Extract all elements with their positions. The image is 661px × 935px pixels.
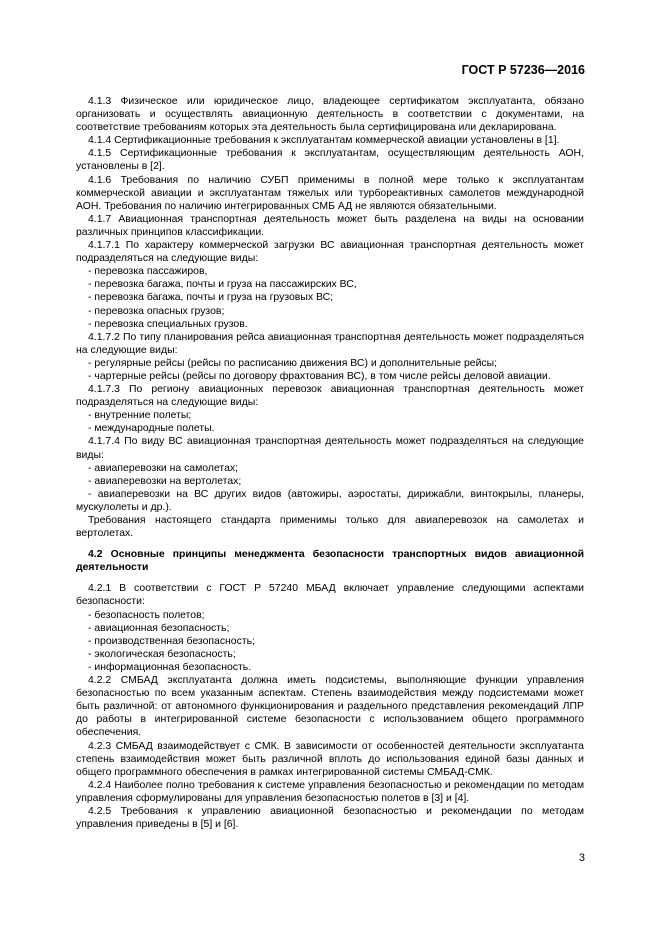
list-item: - авиаперевозки на самолетах; <box>88 462 239 474</box>
paragraph: 4.2.3 СМБАД взаимодействует с СМК. В зависимости от особенностей деятельности эксплуатанта степень взаимодействия может быть различной вплоть до использования единой базы данных и общего программного обеспечения в рамках интегрированной системы СМБАД-СМК. <box>76 740 584 778</box>
paragraph: 4.1.4 Сертификационные требования к эксплуатантам коммерческой авиации установлены в [1]. <box>88 135 560 147</box>
document-header: ГОСТ Р 57236—2016 <box>461 63 585 77</box>
list-item: - авиационная безопасность; <box>88 622 230 634</box>
paragraph: 4.1.6 Требования по наличию СУБП применимы в полной мере только к эксплуатантам коммерческой авиации и эксплуатантам тяжелых или турбореактивных самолетов международной АОН. Требования по наличию интегрированных СМБ АД не являются обязательными. <box>76 174 584 212</box>
list-item: - производственная безопасность; <box>88 635 255 647</box>
paragraph: 4.1.7 Авиационная транспортная деятельность может быть разделена на виды на основании различных принципов классификации. <box>76 213 584 238</box>
list-item: - перевозка опасных грузов; <box>88 305 225 317</box>
paragraph: 4.2.4 Наиболее полно требования к системе управления безопасностью и рекомендации по методам управления сформулированы для управления безопасностью полетов в [3] и [4]. <box>76 779 584 804</box>
list-item: - авиаперевозки на ВС других видов (автожиры, аэростаты, дирижабли, винтокрылы, планеры, мускулолеты и др.). <box>76 488 584 513</box>
list-item: - регулярные рейсы (рейсы по расписанию движения ВС) и дополнительные рейсы; <box>88 357 498 369</box>
list-item: - перевозка специальных грузов. <box>88 318 248 330</box>
paragraph: 4.2.1 В соответствии с ГОСТ Р 57240 МБАД включает управление следующими аспектами безопасности: <box>76 583 584 608</box>
paragraph: 4.1.5 Сертификационные требования к эксплуатантам, осуществляющим деятельность АОН, установлены в [2]. <box>76 148 584 173</box>
paragraph: 4.2.2 СМБАД эксплуатанта должна иметь подсистемы, выполняющие функции управления безопасностью по всем указанным аспектам. Степень взаимодействия между подсистемами может быть различной: от автономного функционирования и раздельного представления рекомендаций ЛПР до работы в интегрированной системе безопасности с использованием общего программного обеспечения. <box>76 675 584 739</box>
paragraph: 4.1.3 Физическое или юридическое лицо, владеющее сертификатом эксплуатанта, обязано организовать и осуществлять авиационную деятельность в соответствии с документами, на соответствие требованиям которых эта деятельность была сертифицирована или декларирована. <box>76 96 584 134</box>
list-item: - экологическая безопасность; <box>88 648 236 660</box>
list-item: - международные полеты. <box>88 423 215 435</box>
list-item: - безопасность полетов; <box>88 609 205 621</box>
list-item: - перевозка багажа, почты и груза на грузовых ВС; <box>88 292 334 304</box>
page-number: 3 <box>578 852 585 864</box>
list-item: - перевозка пассажиров, <box>88 266 208 278</box>
list-item: - чартерные рейсы (рейсы по договору фрахтования ВС), в том числе рейсы деловой авиации. <box>88 370 551 382</box>
section-heading: 4.2 Основные принципы менеджмента безопасности транспортных видов авиационной деятельности <box>76 549 584 574</box>
paragraph: Требования настоящего стандарта применимы только для авиаперевозок на самолетах и вертолетах. <box>76 515 584 540</box>
paragraph: 4.1.7.4 По виду ВС авиационная транспортная деятельность может подразделяться на следующие виды: <box>76 436 584 461</box>
paragraph: 4.1.7.3 По региону авиационных перевозок авиационная транспортная деятельность может подразделяться на следующие виды: <box>76 384 584 409</box>
paragraph: 4.1.7.1 По характеру коммерческой загрузки ВС авиационная транспортная деятельность может подразделяться на следующие виды: <box>76 240 584 265</box>
list-item: - авиаперевозки на вертолетах; <box>88 475 242 487</box>
document-body <box>76 95 584 831</box>
paragraph: 4.1.7.2 По типу планирования рейса авиационная транспортная деятельность может подразделяться на следующие виды: <box>76 331 584 356</box>
list-item: - информационная безопасность. <box>88 661 252 673</box>
list-item: - внутренние полеты; <box>88 410 192 422</box>
paragraph: 4.2.5 Требования к управлению авиационной безопасностью и рекомендации по методам управления приведены в [5] и [6]. <box>76 805 584 831</box>
list-item: - перевозка багажа, почты и груза на пассажирских ВС, <box>88 279 357 291</box>
